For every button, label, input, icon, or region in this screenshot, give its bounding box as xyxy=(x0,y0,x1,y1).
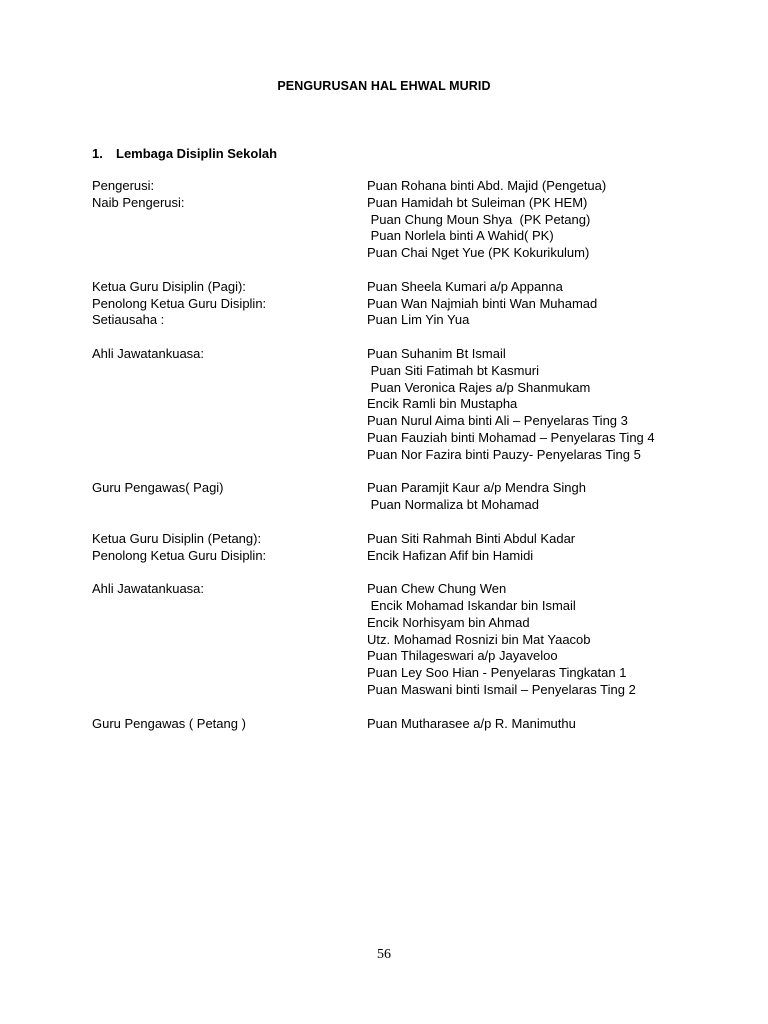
role-label: Ahli Jawatankuasa: xyxy=(92,581,205,597)
committee-row xyxy=(92,195,712,212)
committee-row xyxy=(92,396,712,413)
member-name: Puan Chai Nget Yue (PK Kokurikulum) xyxy=(367,245,590,261)
committee-row xyxy=(92,682,712,699)
committee-row xyxy=(92,665,712,682)
member-name: Puan Nurul Aima binti Ali – Penyelaras Ting 3 xyxy=(367,413,628,429)
committee-row xyxy=(92,212,712,229)
committee-list xyxy=(92,178,712,732)
member-name: Puan Ley Soo Hian - Penyelaras Tingkatan 1 xyxy=(367,665,627,681)
committee-row xyxy=(92,480,712,497)
committee-row xyxy=(92,228,712,245)
member-name: Puan Chew Chung Wen xyxy=(367,581,507,597)
role-label: Setiausaha : xyxy=(92,312,165,328)
committee-row xyxy=(92,178,712,195)
member-name: Puan Maswani binti Ismail – Penyelaras Ting 2 xyxy=(367,681,636,697)
committee-row xyxy=(92,413,712,430)
committee-row xyxy=(92,363,712,380)
section-number: 1. xyxy=(92,146,103,161)
member-name: Puan Siti Fatimah bt Kasmuri xyxy=(367,362,539,378)
committee-row xyxy=(92,548,712,565)
committee-row xyxy=(92,531,712,548)
role-label: Penolong Ketua Guru Disiplin: xyxy=(92,547,267,563)
member-name: Utz. Mohamad Rosnizi bin Mat Yaacob xyxy=(367,631,591,647)
committee-row xyxy=(92,598,712,615)
member-name: Puan Paramjit Kaur a/p Mendra Singh xyxy=(367,480,586,496)
committee-row xyxy=(92,296,712,313)
member-name: Encik Norhisyam bin Ahmad xyxy=(367,614,530,630)
page-number: 56 xyxy=(377,947,391,962)
committee-row xyxy=(92,447,712,464)
member-name: Puan Normaliza bt Mohamad xyxy=(367,497,539,513)
member-name: Puan Lim Yin Yua xyxy=(367,312,470,328)
committee-row xyxy=(92,581,712,598)
member-name: Puan Fauziah binti Mohamad – Penyelaras Ting 4 xyxy=(367,429,655,445)
member-name: Puan Thilageswari a/p Jayaveloo xyxy=(367,648,558,664)
committee-row xyxy=(92,279,712,296)
role-label: Ketua Guru Disiplin (Petang): xyxy=(92,530,262,546)
role-label: Penolong Ketua Guru Disiplin: xyxy=(92,295,267,311)
committee-row xyxy=(92,632,712,649)
role-label: Guru Pengawas( Pagi) xyxy=(92,480,224,496)
member-name: Puan Chung Moun Shya (PK Petang) xyxy=(367,211,591,227)
committee-row xyxy=(92,716,712,733)
member-name: Puan Nor Fazira binti Pauzy- Penyelaras Ting 5 xyxy=(367,446,641,462)
member-name: Puan Hamidah bt Suleiman (PK HEM) xyxy=(367,194,588,210)
member-name: Puan Veronica Rajes a/p Shanmukam xyxy=(367,379,591,395)
page-title: PENGURUSAN HAL EHWAL MURID xyxy=(277,79,491,93)
member-name: Encik Hafizan Afif bin Hamidi xyxy=(367,547,534,563)
member-name: Puan Sheela Kumari a/p Appanna xyxy=(367,278,563,294)
role-label: Guru Pengawas ( Petang ) xyxy=(92,715,246,731)
committee-row xyxy=(92,648,712,665)
role-label: Pengerusi: xyxy=(92,178,155,193)
section-heading xyxy=(92,146,277,161)
member-name: Puan Suhanim Bt Ismail xyxy=(367,345,506,361)
committee-row xyxy=(92,346,712,363)
section-heading-text: Lembaga Disiplin Sekolah xyxy=(116,146,278,161)
committee-row xyxy=(92,430,712,447)
committee-row xyxy=(92,312,712,329)
member-name: Encik Ramli bin Mustapha xyxy=(367,396,518,412)
member-name: Encik Mohamad Iskandar bin Ismail xyxy=(367,597,576,613)
member-name: Puan Siti Rahmah Binti Abdul Kadar xyxy=(367,530,576,546)
committee-row xyxy=(92,380,712,397)
role-label: Ahli Jawatankuasa: xyxy=(92,345,205,361)
committee-row xyxy=(92,615,712,632)
member-name: Puan Norlela binti A Wahid( PK) xyxy=(367,228,554,244)
member-name: Puan Mutharasee a/p R. Manimuthu xyxy=(367,715,576,731)
committee-row xyxy=(92,497,712,514)
role-label: Ketua Guru Disiplin (Pagi): xyxy=(92,278,246,294)
role-label: Naib Pengerusi: xyxy=(92,194,185,210)
committee-row xyxy=(92,245,712,262)
member-name: Puan Rohana binti Abd. Majid (Pengetua) xyxy=(367,178,607,193)
member-name: Puan Wan Najmiah binti Wan Muhamad xyxy=(367,295,598,311)
